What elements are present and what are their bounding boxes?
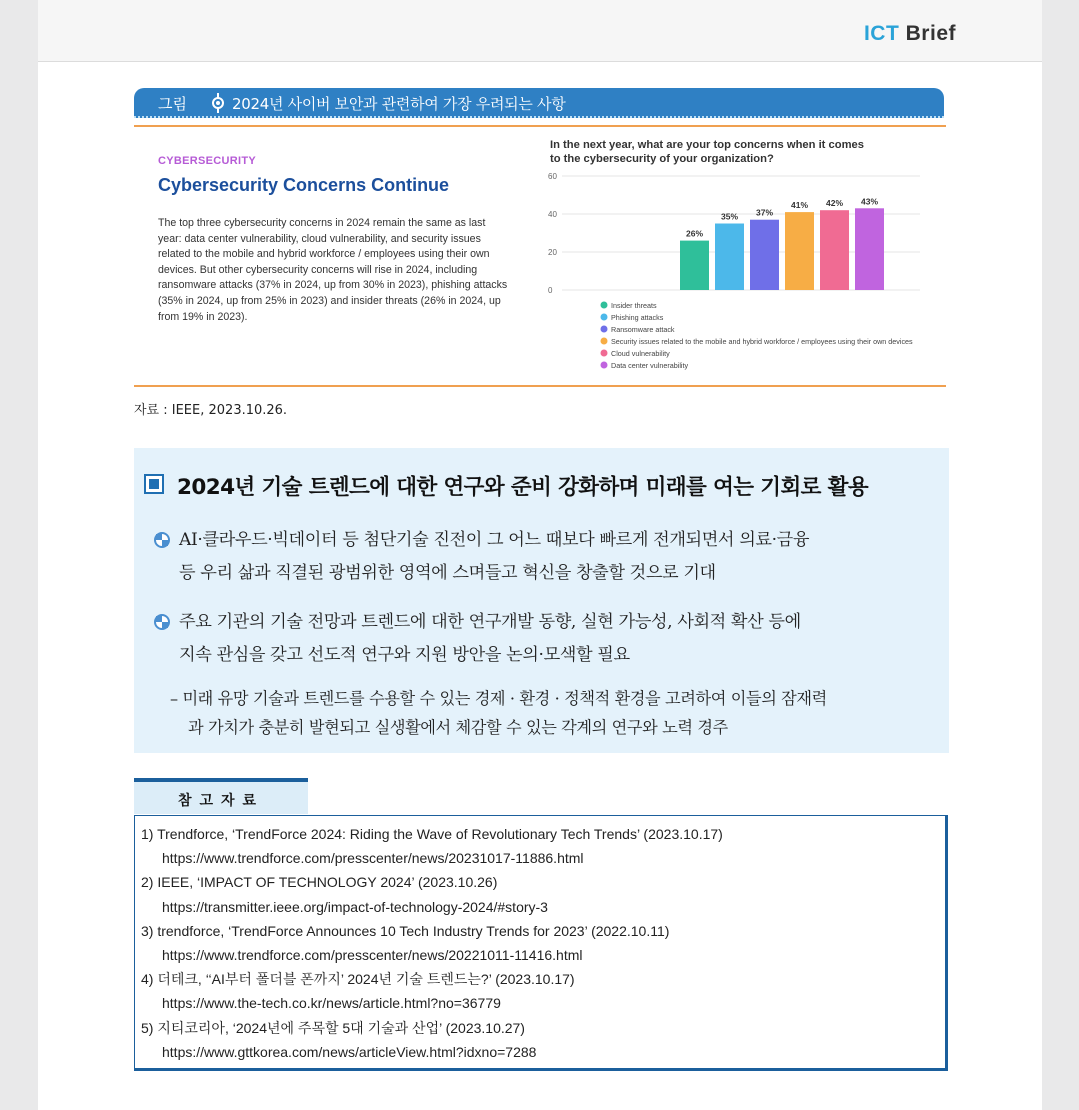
reference-item: [141, 919, 723, 967]
reference-title: 4) 더테크, ‘‘AI부터 폴더블 폰까지’ 2024년 기술 트렌드는?’ (2023.10.17): [141, 971, 575, 988]
figure-bottom-rule: [134, 385, 946, 387]
reference-url[interactable]: https://www.gttkorea.com/news/articleView.html?idxno=7288: [162, 1043, 537, 1060]
legend-label: Insider threats: [611, 301, 657, 310]
bullet1-line2: 등 우리 삶과 직결된 광범위한 영역에 스며들고 혁신을 창출할 것으로 기대: [179, 563, 716, 583]
bullet-diamond-icon: [154, 532, 170, 548]
bar-chart: [548, 138, 928, 378]
bar: [855, 208, 884, 290]
reference-title: 3) trendforce, ‘TrendForce Announces 10 Tech Industry Trends for 2023’ (2022.10.11): [141, 922, 670, 939]
sub-line2: 과 가치가 충분히 발현되고 실생활에서 체감할 수 있는 각계의 연구와 노력 경주: [188, 718, 728, 737]
figure-kicker: CYBERSECURITY: [158, 155, 257, 167]
chart-container: [548, 138, 928, 378]
chart-title-line2: to the cybersecurity of your organization?: [550, 153, 774, 165]
y-tick-label: 20: [548, 248, 557, 257]
bar-value-label: 35%: [720, 211, 739, 222]
bar-value-label: 42%: [825, 198, 844, 209]
bullet-item: [154, 606, 944, 672]
reference-title: 1) Trendforce, ‘TrendForce 2024: Riding the Wave of Revolutionary Tech Trends’ (2023.10.17): [141, 826, 723, 842]
y-tick-label: 40: [548, 210, 557, 219]
bar-value-label: 41%: [790, 200, 809, 211]
legend-label: Phishing attacks: [611, 313, 664, 322]
references-box: [134, 815, 948, 1071]
legend-label: Security issues related to the mobile and hybrid workforce / employees using their own devices: [611, 337, 913, 346]
references-tab-label: 참고자료: [177, 793, 265, 809]
sub-bullet: [170, 684, 950, 742]
brand-logo: [864, 22, 956, 46]
brand-brief: Brief: [905, 22, 956, 45]
reference-url[interactable]: https://www.the-tech.co.kr/news/article.html?no=36779: [162, 995, 501, 1012]
reference-url[interactable]: https://www.trendforce.com/presscenter/news/20231017-11886.html: [162, 850, 584, 867]
legend-label: Data center vulnerability: [611, 361, 689, 370]
highlight-section: [134, 448, 949, 753]
bullet-diamond-icon: [154, 614, 170, 630]
reference-item: [141, 967, 723, 1015]
legend-swatch-icon: [601, 326, 608, 333]
bullet1-line1: AI·클라우드·빅데이터 등 첨단기술 진전이 그 어느 때보다 빠르게 전개되면서 의료·금융: [179, 530, 810, 550]
bar: [750, 220, 779, 290]
bar-value-label: 26%: [685, 228, 704, 239]
reference-item: [141, 1016, 723, 1064]
reference-title: 5) 지티코리아, ‘2024년에 주목할 5대 기술과 산업’ (2023.10.27): [141, 1019, 525, 1036]
reference-url[interactable]: https://www.trendforce.com/presscenter/news/20221011-11416.html: [162, 947, 583, 964]
legend-swatch-icon: [601, 314, 608, 321]
legend-label: Ransomware attack: [611, 325, 675, 334]
reference-title: 2) IEEE, ‘IMPACT OF TECHNOLOGY 2024’ (2023.10.26): [141, 874, 498, 891]
legend-swatch-icon: [601, 302, 608, 309]
page-header: [38, 0, 1042, 62]
figure-caption-bar: [134, 88, 944, 118]
legend-label: Cloud vulnerability: [611, 349, 670, 358]
reference-item: [141, 822, 723, 870]
chart-title-line1: In the next year, what are your top concerns when it comes: [550, 139, 864, 151]
bar: [680, 241, 709, 290]
sub-line1: – 미래 유망 기술과 트렌드를 수용할 수 있는 경제 · 환경 · 정책적 환경을 고려하여 이들의 잠재력: [170, 689, 827, 708]
bullet-item: [154, 524, 944, 590]
figure-top-rule: [134, 125, 946, 127]
legend-swatch-icon: [601, 350, 608, 357]
references-tab: [134, 778, 308, 814]
y-tick-label: 60: [548, 172, 557, 181]
bar-value-label: 37%: [755, 207, 774, 218]
section-square-icon: [144, 474, 164, 494]
y-tick-label: 0: [548, 286, 553, 295]
references-list: [141, 822, 723, 1064]
figure-text-panel: [158, 155, 508, 325]
legend-swatch-icon: [601, 338, 608, 345]
bar-value-label: 43%: [860, 196, 879, 207]
bullet2-line2: 지속 관심을 갖고 선도적 연구와 지원 방안을 논의·모색할 필요: [179, 645, 630, 665]
bullet2-line1: 주요 기관의 기술 전망과 트렌드에 대한 연구개발 동향, 실현 가능성, 사회적 확산 등에: [179, 612, 801, 632]
brand-ict: ICT: [863, 22, 900, 45]
figure-body: The top three cybersecurity concerns in 2024 remain the same as last year: data center vulnerability, cloud vulnerability, and security issues related to the mobile and hybrid workforce / employees using their own devices. But other cybersecurity concerns will rise in 2024, including ransomware attacks (37% in 2024, up from 30% in 2023), phishing attacks (35% in 2024, up from 25% in 2023) and insider threats (26% in 2024, up from 19% in 2023).: [158, 217, 508, 323]
reference-url[interactable]: https://transmitter.ieee.org/impact-of-technology-2024/#story-3: [162, 898, 548, 915]
pin-icon: [210, 93, 226, 113]
bar: [820, 210, 849, 290]
figure-source: 자료 : IEEE, 2023.10.26.: [134, 403, 288, 418]
bar: [715, 224, 744, 291]
bar: [785, 212, 814, 290]
figure-caption: 2024년 사이버 보안과 관련하여 가장 우려되는 사항: [232, 95, 566, 113]
legend-swatch-icon: [601, 362, 608, 369]
figure-label: 그림: [158, 95, 187, 113]
section-title: 2024년 기술 트렌드에 대한 연구와 준비 강화하며 미래를 여는 기회로 활용: [177, 475, 869, 500]
figure-title: Cybersecurity Concerns Continue: [158, 175, 450, 195]
reference-item: [141, 870, 723, 918]
document-page: [38, 0, 1042, 1110]
